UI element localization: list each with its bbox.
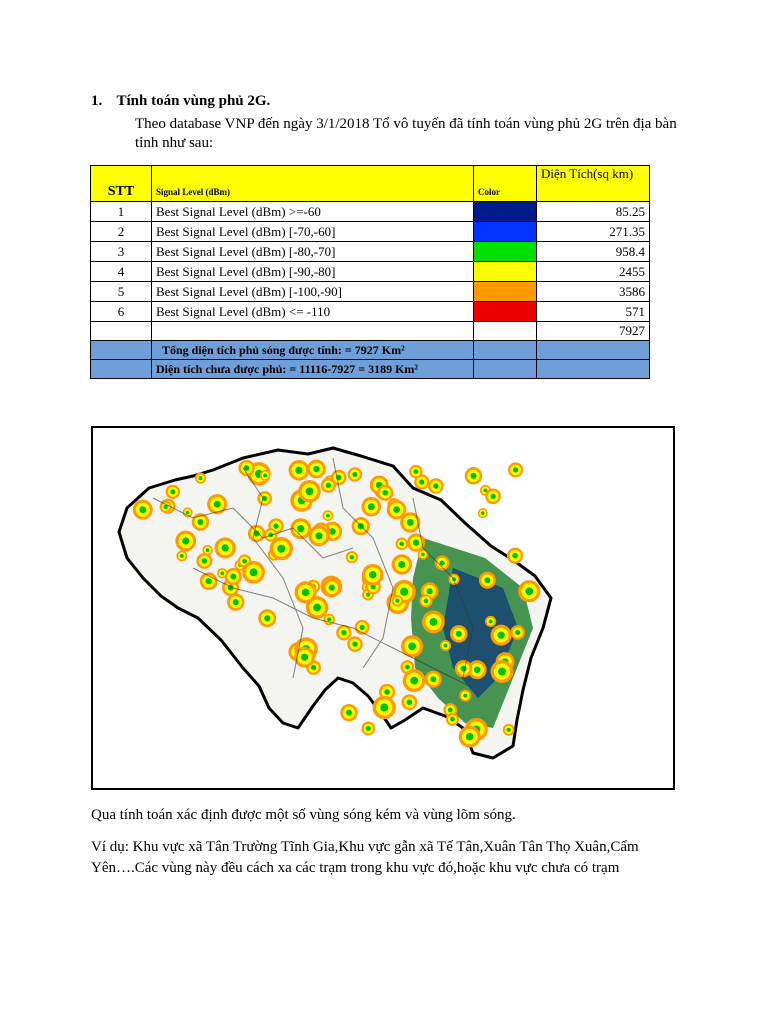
coverage-patch: [326, 483, 331, 488]
row-signal-level: Best Signal Level (dBm) [-90,-80]: [152, 262, 474, 282]
coverage-patch: [360, 625, 365, 630]
coverage-patch: [419, 479, 424, 484]
coverage-patch: [350, 555, 354, 559]
header-color: Color: [474, 166, 537, 202]
table-cell: [537, 341, 650, 360]
coverage-patch: [273, 523, 278, 528]
coverage-patch: [180, 554, 184, 558]
coverage-patch: [297, 525, 304, 532]
coverage-patch: [466, 733, 474, 741]
header-signal-level: Signal Level (dBm): [152, 166, 474, 202]
table-row: [91, 282, 650, 302]
coverage-patch: [206, 548, 210, 552]
coverage-patch: [230, 574, 236, 580]
coverage-patch: [315, 532, 322, 539]
coverage-patch: [433, 483, 438, 488]
coverage-map: [93, 428, 673, 788]
coverage-map-figure: [91, 426, 675, 790]
coverage-patch: [481, 511, 485, 515]
coverage-patch: [448, 708, 453, 713]
coverage-patch: [139, 506, 146, 513]
coverage-patch: [484, 577, 490, 583]
table-cell: [537, 360, 650, 379]
coverage-patch: [384, 689, 390, 695]
coverage-patch: [233, 599, 239, 605]
coverage-patch: [427, 588, 433, 594]
color-swatch: [474, 262, 536, 281]
coverage-patch: [202, 558, 208, 564]
coverage-patch: [368, 503, 375, 510]
coverage-patch: [400, 542, 404, 546]
row-area: 958.4: [537, 242, 650, 262]
row-signal-level: Best Signal Level (dBm) [-100,-90]: [152, 282, 474, 302]
header-area: Diện Tích(sq km): [537, 166, 650, 202]
coverage-patch: [369, 571, 377, 579]
table-cell: [91, 341, 152, 360]
coverage-patch: [463, 694, 467, 698]
coverage-patch: [489, 620, 493, 624]
coverage-patch: [313, 604, 321, 612]
header-stt: STT: [91, 166, 152, 202]
coverage-patch: [182, 537, 189, 544]
coverage-patch: [313, 466, 320, 473]
row-color-cell: [474, 262, 537, 282]
coverage-patch: [352, 472, 357, 477]
coverage-patch: [507, 728, 511, 732]
coverage-patch: [380, 703, 388, 711]
coverage-patch: [430, 676, 436, 682]
table-row: [91, 262, 650, 282]
coverage-patch: [407, 519, 414, 526]
coverage-patch: [450, 717, 455, 722]
table-cell: [152, 322, 474, 341]
coverage-patch: [352, 641, 357, 646]
row-color-cell: [474, 202, 537, 222]
table-cell: [474, 360, 537, 379]
row-stt: 2: [91, 222, 152, 242]
coverage-patch: [326, 514, 330, 518]
coverage-patch: [498, 668, 506, 676]
signal-level-table: [90, 165, 650, 379]
coverage-patch: [405, 665, 410, 670]
coverage-patch: [366, 726, 371, 731]
coverage-patch: [206, 578, 212, 584]
coverage-patch: [329, 585, 335, 591]
row-stt: 1: [91, 202, 152, 222]
coverage-patch: [306, 487, 314, 495]
summary-row-covered: [91, 341, 650, 360]
row-stt: 6: [91, 302, 152, 322]
row-color-cell: [474, 282, 537, 302]
table-row: [91, 202, 650, 222]
row-area: 3586: [537, 282, 650, 302]
row-color-cell: [474, 222, 537, 242]
color-swatch: [474, 302, 536, 321]
table-row: [91, 222, 650, 242]
section-title: Tính toán vùng phủ 2G.: [116, 93, 271, 109]
table-cell: [91, 322, 152, 341]
coverage-patch: [470, 473, 476, 479]
coverage-patch: [490, 494, 495, 499]
row-stt: 3: [91, 242, 152, 262]
coverage-patch: [302, 588, 310, 596]
coverage-patch: [301, 654, 308, 661]
row-area: 2455: [537, 262, 650, 282]
coverage-patch: [346, 710, 352, 716]
row-signal-level: Best Signal Level (dBm) [-70,-60]: [152, 222, 474, 242]
table-row: [91, 242, 650, 262]
row-stt: 4: [91, 262, 152, 282]
coverage-patch: [220, 571, 224, 575]
coverage-patch: [414, 469, 419, 474]
total-area: 7927: [537, 322, 650, 341]
row-color-cell: [474, 242, 537, 262]
color-swatch: [474, 222, 536, 241]
section-number: 1.: [91, 93, 103, 109]
coverage-patch: [327, 617, 331, 621]
table-total-row: [91, 322, 650, 341]
coverage-patch: [410, 677, 418, 685]
section-heading: [91, 93, 270, 110]
row-signal-level: Best Signal Level (dBm) [-80,-70]: [152, 242, 474, 262]
color-swatch: [474, 282, 536, 301]
coverage-patch: [170, 489, 175, 494]
table-header-row: [91, 166, 650, 202]
coverage-patch: [456, 631, 462, 637]
coverage-patch: [429, 618, 437, 626]
coverage-patch: [264, 615, 270, 621]
coverage-patch: [186, 511, 190, 515]
row-color-cell: [474, 302, 537, 322]
coverage-patch: [408, 642, 416, 650]
coverage-patch: [311, 665, 316, 670]
coverage-patch: [393, 506, 400, 513]
coverage-patch: [400, 588, 408, 596]
coverage-patch: [424, 599, 429, 604]
coverage-patch: [497, 632, 504, 639]
table-cell: [91, 360, 152, 379]
row-signal-level: Best Signal Level (dBm) <= -110: [152, 302, 474, 322]
coverage-patch: [295, 467, 302, 474]
coverage-patch: [214, 501, 221, 508]
coverage-patch: [341, 630, 346, 635]
coverage-patch: [250, 568, 258, 576]
coverage-patch: [413, 539, 419, 545]
row-signal-level: Best Signal Level (dBm) >=-60: [152, 202, 474, 222]
summary-uncovered-text: Diện tích chưa được phủ: = 11116-7927 = 3189 Km²: [152, 360, 474, 379]
example-paragraph: Ví dụ: Khu vực xã Tân Trường Tĩnh Gia,Khu vực gẫn xã Tế Tân,Xuân Tân Thọ Xuân,Cẩm Yên….Các vùng này đều cách xa các trạm trong khu vực đó,hoặc khu vực chưa có trạm: [91, 839, 639, 876]
coverage-patch: [199, 476, 203, 480]
coverage-patch: [515, 630, 520, 635]
coverage-patch: [197, 519, 203, 525]
coverage-patch: [525, 587, 533, 595]
table-row: [91, 302, 650, 322]
coverage-patch: [398, 561, 405, 568]
color-swatch: [474, 202, 536, 221]
coverage-patch: [513, 467, 518, 472]
table-cell: [474, 322, 537, 341]
coverage-patch: [474, 666, 481, 673]
intro-text: Theo database VNP đến ngày 3/1/2018 Tổ vô tuyến đã tính toán vùng phủ 2G trên địa bàn tỉnh như sau:: [135, 116, 677, 151]
color-swatch: [474, 242, 536, 261]
coverage-patch: [444, 644, 448, 648]
row-area: 85.25: [537, 202, 650, 222]
coverage-patch: [407, 699, 413, 705]
row-area: 571: [537, 302, 650, 322]
coverage-patch: [382, 490, 388, 496]
row-area: 271.35: [537, 222, 650, 242]
summary-row-uncovered: [91, 360, 650, 379]
coverage-patch: [395, 599, 399, 603]
row-stt: 5: [91, 282, 152, 302]
coverage-patch: [512, 553, 518, 559]
table-cell: [474, 341, 537, 360]
coverage-patch: [221, 544, 228, 551]
coverage-patch: [242, 559, 247, 564]
finding-paragraph: Qua tính toán xác định được một số vùng sóng kém và vùng lõm sóng.: [91, 807, 516, 823]
coverage-patch: [277, 545, 285, 553]
summary-covered-text: Tổng diện tích phủ sóng được tính: = 7927 Km²: [152, 341, 474, 360]
coverage-patch: [421, 553, 425, 557]
coverage-patch: [263, 474, 267, 478]
